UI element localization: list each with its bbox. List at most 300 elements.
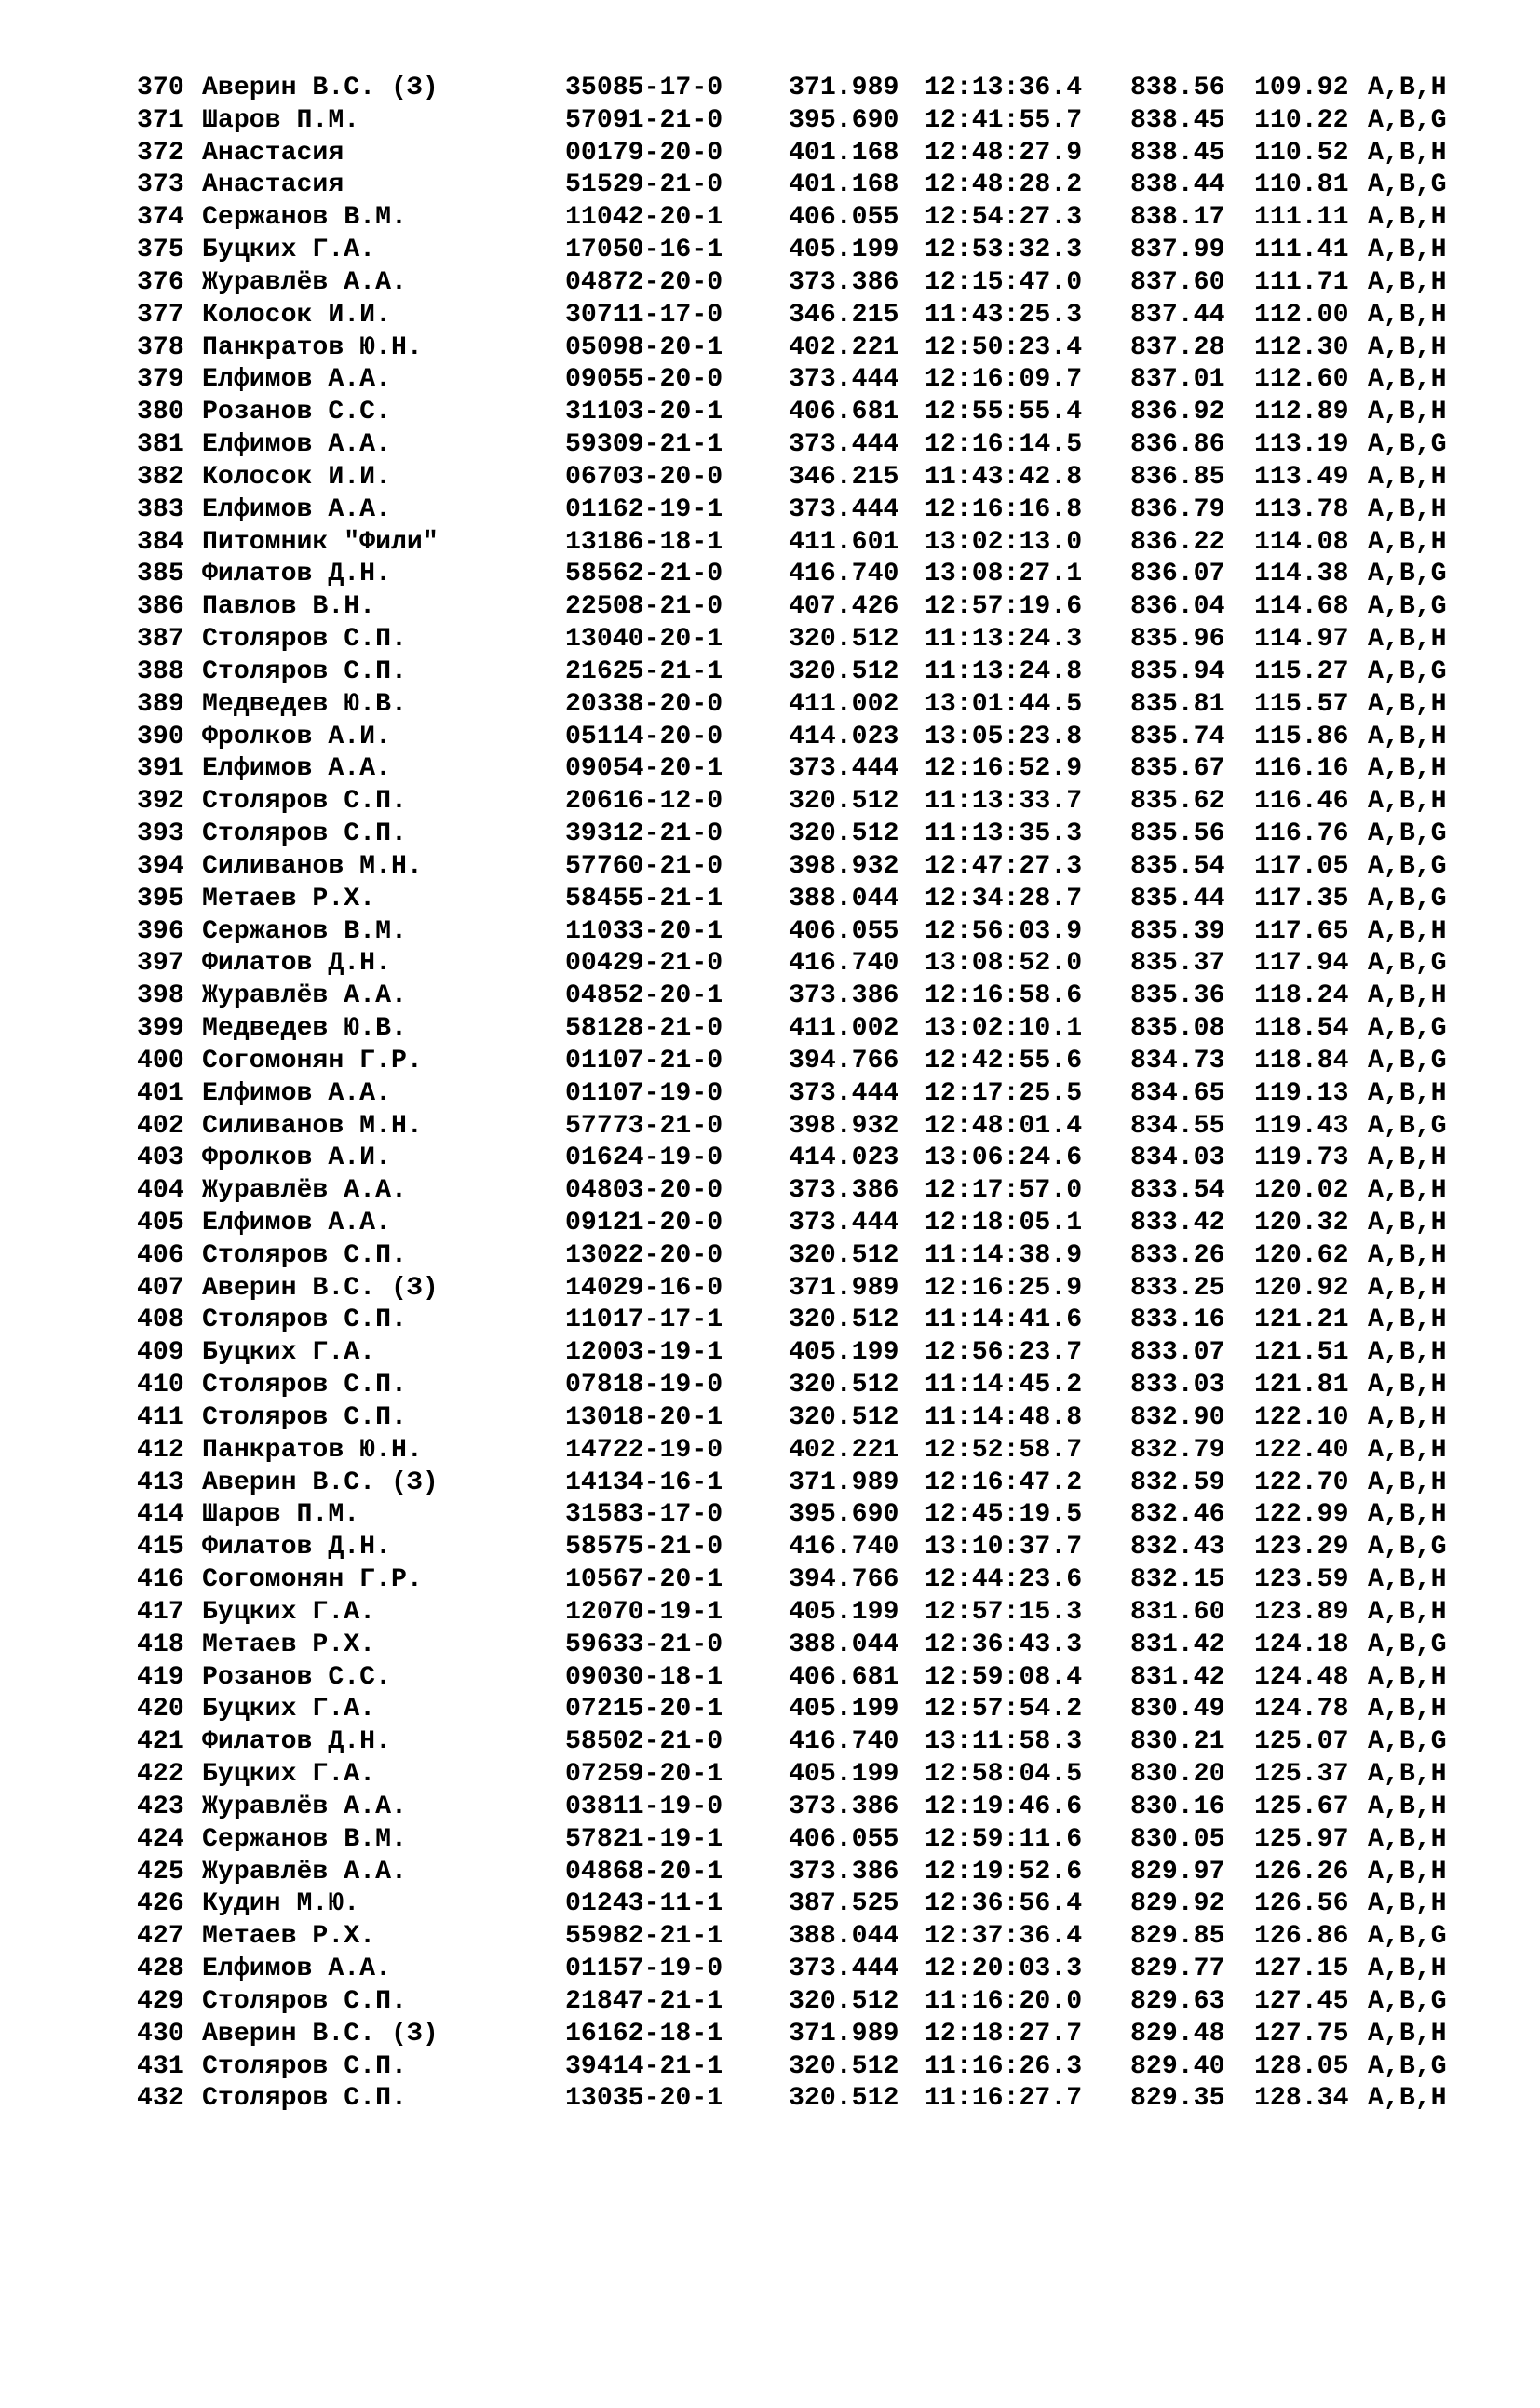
distance-cell: 398.932: [789, 1111, 899, 1141]
table-row: [137, 1630, 1478, 1662]
ring-number-cell: 12070-19-1: [565, 1597, 723, 1627]
distance-cell: 405.199: [789, 1695, 899, 1725]
speed-cell: 831.42: [1130, 1630, 1225, 1659]
table-row: [137, 818, 1478, 851]
coefficient-cell: 126.26: [1254, 1857, 1349, 1887]
fancier-name-cell: Столяров С.П.: [202, 1371, 407, 1400]
fancier-name-cell: Сержанов В.М.: [202, 1824, 407, 1854]
fancier-name-cell: Метаев Р.Х.: [202, 884, 376, 913]
table-row: [137, 1273, 1478, 1305]
fancier-name-cell: Розанов С.С.: [202, 398, 391, 427]
ring-number-cell: 21625-21-1: [565, 656, 723, 686]
arrival-time-cell: 12:13:36.4: [925, 74, 1083, 102]
distance-cell: 416.740: [789, 1533, 899, 1562]
coefficient-cell: 122.99: [1254, 1500, 1349, 1530]
speed-cell: 829.40: [1130, 2051, 1225, 2081]
speed-cell: 836.04: [1130, 592, 1225, 622]
coefficient-cell: 123.59: [1254, 1565, 1349, 1595]
category-cell: A,B,H: [1368, 1143, 1447, 1173]
coefficient-cell: 125.97: [1254, 1824, 1349, 1854]
coefficient-cell: 126.56: [1254, 1889, 1349, 1919]
arrival-time-cell: 12:41:55.7: [925, 105, 1083, 135]
fancier-name-cell: Метаев Р.Х.: [202, 1922, 376, 1952]
fancier-name-cell: Шаров П.М.: [202, 1500, 360, 1530]
speed-cell: 832.15: [1130, 1565, 1225, 1595]
ring-number-cell: 59309-21-1: [565, 430, 723, 460]
place-cell: 418: [137, 1630, 184, 1659]
table-row: [137, 753, 1478, 786]
category-cell: A,B,H: [1368, 203, 1447, 233]
arrival-time-cell: 11:43:42.8: [925, 462, 1083, 492]
ring-number-cell: 06703-20-0: [565, 462, 723, 492]
speed-cell: 829.97: [1130, 1857, 1225, 1887]
speed-cell: 837.99: [1130, 236, 1225, 265]
place-cell: 422: [137, 1760, 184, 1790]
category-cell: A,B,H: [1368, 398, 1447, 427]
coefficient-cell: 128.34: [1254, 2084, 1349, 2114]
category-cell: A,B,H: [1368, 1955, 1447, 1984]
place-cell: 415: [137, 1533, 184, 1562]
distance-cell: 411.002: [789, 1014, 899, 1044]
arrival-time-cell: 11:16:20.0: [925, 1986, 1083, 2016]
category-cell: A,B,H: [1368, 527, 1447, 557]
distance-cell: 416.740: [789, 1727, 899, 1757]
coefficient-cell: 116.16: [1254, 754, 1349, 784]
speed-cell: 830.05: [1130, 1824, 1225, 1854]
category-cell: A,B,G: [1368, 656, 1447, 686]
arrival-time-cell: 12:18:05.1: [925, 1208, 1083, 1238]
ring-number-cell: 09121-20-0: [565, 1208, 723, 1238]
table-row: [137, 851, 1478, 884]
coefficient-cell: 124.78: [1254, 1695, 1349, 1725]
ring-number-cell: 21847-21-1: [565, 1986, 723, 2016]
category-cell: A,B,H: [1368, 1208, 1447, 1238]
speed-cell: 833.42: [1130, 1208, 1225, 1238]
distance-cell: 320.512: [789, 2051, 899, 2081]
ring-number-cell: 04852-20-1: [565, 981, 723, 1011]
speed-cell: 834.65: [1130, 1078, 1225, 1108]
speed-cell: 833.25: [1130, 1273, 1225, 1303]
arrival-time-cell: 11:13:24.3: [925, 625, 1083, 655]
place-cell: 370: [137, 74, 184, 102]
ring-number-cell: 14134-16-1: [565, 1468, 723, 1497]
ring-number-cell: 01107-19-0: [565, 1078, 723, 1108]
speed-cell: 833.03: [1130, 1371, 1225, 1400]
speed-cell: 835.62: [1130, 787, 1225, 817]
distance-cell: 373.444: [789, 1078, 899, 1108]
place-cell: 404: [137, 1176, 184, 1206]
coefficient-cell: 114.38: [1254, 560, 1349, 589]
table-row: [137, 1305, 1478, 1337]
arrival-time-cell: 13:02:13.0: [925, 527, 1083, 557]
table-row: [137, 656, 1478, 689]
arrival-time-cell: 12:37:36.4: [925, 1922, 1083, 1952]
speed-cell: 838.45: [1130, 105, 1225, 135]
category-cell: A,B,H: [1368, 1402, 1447, 1432]
speed-cell: 834.03: [1130, 1143, 1225, 1173]
category-cell: A,B,H: [1368, 1338, 1447, 1368]
fancier-name-cell: Столяров С.П.: [202, 2051, 407, 2081]
place-cell: 431: [137, 2051, 184, 2081]
distance-cell: 373.386: [789, 267, 899, 297]
place-cell: 409: [137, 1338, 184, 1368]
coefficient-cell: 127.75: [1254, 2019, 1349, 2049]
category-cell: A,B,G: [1368, 1922, 1447, 1952]
table-row: [137, 1564, 1478, 1597]
coefficient-cell: 114.68: [1254, 592, 1349, 622]
ring-number-cell: 57091-21-0: [565, 105, 723, 135]
fancier-name-cell: Буцких Г.А.: [202, 236, 376, 265]
fancier-name-cell: Медведев Ю.В.: [202, 1014, 407, 1044]
distance-cell: 320.512: [789, 1371, 899, 1400]
category-cell: A,B,G: [1368, 105, 1447, 135]
place-cell: 419: [137, 1662, 184, 1692]
speed-cell: 836.85: [1130, 462, 1225, 492]
ring-number-cell: 01157-19-0: [565, 1955, 723, 1984]
place-cell: 432: [137, 2084, 184, 2114]
arrival-time-cell: 11:14:41.6: [925, 1305, 1083, 1335]
category-cell: A,B,H: [1368, 365, 1447, 395]
fancier-name-cell: Аверин В.С. (З): [202, 2019, 439, 2049]
coefficient-cell: 117.05: [1254, 851, 1349, 881]
distance-cell: 416.740: [789, 949, 899, 979]
place-cell: 401: [137, 1078, 184, 1108]
speed-cell: 837.60: [1130, 267, 1225, 297]
distance-cell: 398.932: [789, 851, 899, 881]
place-cell: 408: [137, 1305, 184, 1335]
category-cell: A,B,H: [1368, 689, 1447, 719]
table-row: [137, 332, 1478, 365]
ring-number-cell: 04803-20-0: [565, 1176, 723, 1206]
table-row: [137, 1597, 1478, 1630]
coefficient-cell: 125.67: [1254, 1792, 1349, 1821]
ring-number-cell: 05114-20-0: [565, 722, 723, 751]
table-row: [137, 1078, 1478, 1111]
distance-cell: 346.215: [789, 462, 899, 492]
distance-cell: 416.740: [789, 560, 899, 589]
speed-cell: 837.28: [1130, 332, 1225, 362]
ring-number-cell: 09054-20-1: [565, 754, 723, 784]
arrival-time-cell: 12:16:09.7: [925, 365, 1083, 395]
distance-cell: 405.199: [789, 1338, 899, 1368]
results-table: [137, 73, 1478, 2116]
distance-cell: 406.055: [789, 203, 899, 233]
ring-number-cell: 01107-21-0: [565, 1046, 723, 1075]
category-cell: A,B,H: [1368, 1565, 1447, 1595]
arrival-time-cell: 12:16:58.6: [925, 981, 1083, 1011]
coefficient-cell: 113.78: [1254, 494, 1349, 524]
speed-cell: 831.42: [1130, 1662, 1225, 1692]
speed-cell: 830.49: [1130, 1695, 1225, 1725]
fancier-name-cell: Буцких Г.А.: [202, 1695, 376, 1725]
ring-number-cell: 16162-18-1: [565, 2019, 723, 2049]
table-row: [137, 1532, 1478, 1564]
arrival-time-cell: 12:54:27.3: [925, 203, 1083, 233]
ring-number-cell: 01624-19-0: [565, 1143, 723, 1173]
category-cell: A,B,G: [1368, 2051, 1447, 2081]
coefficient-cell: 119.13: [1254, 1078, 1349, 1108]
arrival-time-cell: 12:16:14.5: [925, 430, 1083, 460]
ring-number-cell: 01162-19-1: [565, 494, 723, 524]
speed-cell: 838.56: [1130, 74, 1225, 102]
ring-number-cell: 13186-18-1: [565, 527, 723, 557]
arrival-time-cell: 12:50:23.4: [925, 332, 1083, 362]
category-cell: A,B,G: [1368, 560, 1447, 589]
table-row: [137, 397, 1478, 429]
place-cell: 389: [137, 689, 184, 719]
arrival-time-cell: 12:20:03.3: [925, 1955, 1083, 1984]
place-cell: 392: [137, 787, 184, 817]
category-cell: A,B,H: [1368, 2019, 1447, 2049]
speed-cell: 833.16: [1130, 1305, 1225, 1335]
speed-cell: 835.36: [1130, 981, 1225, 1011]
category-cell: A,B,H: [1368, 625, 1447, 655]
fancier-name-cell: Аверин В.С. (З): [202, 1468, 439, 1497]
arrival-time-cell: 11:14:45.2: [925, 1371, 1083, 1400]
fancier-name-cell: Столяров С.П.: [202, 1305, 407, 1335]
category-cell: A,B,H: [1368, 1662, 1447, 1692]
table-row: [137, 916, 1478, 949]
place-cell: 430: [137, 2019, 184, 2049]
fancier-name-cell: Шаров П.М.: [202, 105, 360, 135]
fancier-name-cell: Филатов Д.Н.: [202, 1533, 391, 1562]
distance-cell: 406.681: [789, 1662, 899, 1692]
arrival-time-cell: 11:16:27.7: [925, 2084, 1083, 2114]
ring-number-cell: 09030-18-1: [565, 1662, 723, 1692]
coefficient-cell: 122.40: [1254, 1435, 1349, 1465]
category-cell: A,B,H: [1368, 1305, 1447, 1335]
distance-cell: 373.386: [789, 981, 899, 1011]
place-cell: 376: [137, 267, 184, 297]
speed-cell: 832.43: [1130, 1533, 1225, 1562]
table-row: [137, 1694, 1478, 1726]
place-cell: 391: [137, 754, 184, 784]
coefficient-cell: 117.94: [1254, 949, 1349, 979]
speed-cell: 835.74: [1130, 722, 1225, 751]
place-cell: 382: [137, 462, 184, 492]
place-cell: 421: [137, 1727, 184, 1757]
place-cell: 377: [137, 300, 184, 330]
ring-number-cell: 14722-19-0: [565, 1435, 723, 1465]
place-cell: 372: [137, 138, 184, 168]
coefficient-cell: 110.81: [1254, 170, 1349, 200]
distance-cell: 320.512: [789, 819, 899, 849]
table-row: [137, 1792, 1478, 1824]
category-cell: A,B,G: [1368, 1727, 1447, 1757]
arrival-time-cell: 12:55:55.4: [925, 398, 1083, 427]
place-cell: 388: [137, 656, 184, 686]
arrival-time-cell: 12:19:52.6: [925, 1857, 1083, 1887]
ring-number-cell: 51529-21-0: [565, 170, 723, 200]
speed-cell: 833.07: [1130, 1338, 1225, 1368]
fancier-name-cell: Буцких Г.А.: [202, 1760, 376, 1790]
coefficient-cell: 125.37: [1254, 1760, 1349, 1790]
arrival-time-cell: 11:14:38.9: [925, 1240, 1083, 1270]
table-row: [137, 73, 1478, 105]
arrival-time-cell: 12:57:54.2: [925, 1695, 1083, 1725]
table-row: [137, 494, 1478, 527]
coefficient-cell: 112.30: [1254, 332, 1349, 362]
fancier-name-cell: Согомонян Г.Р.: [202, 1565, 423, 1595]
coefficient-cell: 116.76: [1254, 819, 1349, 849]
table-row: [137, 364, 1478, 397]
category-cell: A,B,G: [1368, 851, 1447, 881]
place-cell: 426: [137, 1889, 184, 1919]
speed-cell: 835.96: [1130, 625, 1225, 655]
place-cell: 416: [137, 1565, 184, 1595]
coefficient-cell: 127.45: [1254, 1986, 1349, 2016]
table-row: [137, 722, 1478, 754]
ring-number-cell: 00179-20-0: [565, 138, 723, 168]
fancier-name-cell: Силиванов М.Н.: [202, 1111, 423, 1141]
table-row: [137, 300, 1478, 332]
table-row: [137, 884, 1478, 916]
speed-cell: 830.20: [1130, 1760, 1225, 1790]
ring-number-cell: 57821-19-1: [565, 1824, 723, 1854]
category-cell: A,B,H: [1368, 1240, 1447, 1270]
arrival-time-cell: 11:13:33.7: [925, 787, 1083, 817]
fancier-name-cell: Аверин В.С. (З): [202, 74, 439, 102]
fancier-name-cell: Столяров С.П.: [202, 2084, 407, 2114]
distance-cell: 405.199: [789, 236, 899, 265]
ring-number-cell: 39312-21-0: [565, 819, 723, 849]
place-cell: 413: [137, 1468, 184, 1497]
place-cell: 383: [137, 494, 184, 524]
arrival-time-cell: 12:57:15.3: [925, 1597, 1083, 1627]
speed-cell: 836.07: [1130, 560, 1225, 589]
ring-number-cell: 07215-20-1: [565, 1695, 723, 1725]
place-cell: 379: [137, 365, 184, 395]
category-cell: A,B,G: [1368, 819, 1447, 849]
speed-cell: 836.86: [1130, 430, 1225, 460]
arrival-time-cell: 12:34:28.7: [925, 884, 1083, 913]
ring-number-cell: 58575-21-0: [565, 1533, 723, 1562]
ring-number-cell: 30711-17-0: [565, 300, 723, 330]
coefficient-cell: 128.05: [1254, 2051, 1349, 2081]
fancier-name-cell: Журавлёв А.А.: [202, 1857, 407, 1887]
arrival-time-cell: 11:14:48.8: [925, 1402, 1083, 1432]
place-cell: 374: [137, 203, 184, 233]
ring-number-cell: 03811-19-0: [565, 1792, 723, 1821]
speed-cell: 830.16: [1130, 1792, 1225, 1821]
coefficient-cell: 119.73: [1254, 1143, 1349, 1173]
coefficient-cell: 113.19: [1254, 430, 1349, 460]
coefficient-cell: 112.60: [1254, 365, 1349, 395]
speed-cell: 829.92: [1130, 1889, 1225, 1919]
table-row: [137, 689, 1478, 722]
table-row: [137, 1759, 1478, 1792]
table-row: [137, 1726, 1478, 1759]
place-cell: 396: [137, 916, 184, 946]
fancier-name-cell: Павлов В.Н.: [202, 592, 376, 622]
coefficient-cell: 123.89: [1254, 1597, 1349, 1627]
arrival-time-cell: 12:53:32.3: [925, 236, 1083, 265]
coefficient-cell: 127.15: [1254, 1955, 1349, 1984]
category-cell: A,B,H: [1368, 1468, 1447, 1497]
distance-cell: 371.989: [789, 1468, 899, 1497]
distance-cell: 407.426: [789, 592, 899, 622]
arrival-time-cell: 12:36:43.3: [925, 1630, 1083, 1659]
speed-cell: 833.54: [1130, 1176, 1225, 1206]
speed-cell: 835.44: [1130, 884, 1225, 913]
ring-number-cell: 07259-20-1: [565, 1760, 723, 1790]
category-cell: A,B,G: [1368, 592, 1447, 622]
coefficient-cell: 110.22: [1254, 105, 1349, 135]
speed-cell: 835.81: [1130, 689, 1225, 719]
ring-number-cell: 57760-21-0: [565, 851, 723, 881]
arrival-time-cell: 12:56:23.7: [925, 1338, 1083, 1368]
arrival-time-cell: 13:11:58.3: [925, 1727, 1083, 1757]
arrival-time-cell: 12:17:25.5: [925, 1078, 1083, 1108]
coefficient-cell: 124.48: [1254, 1662, 1349, 1692]
table-row: [137, 1468, 1478, 1500]
arrival-time-cell: 12:45:19.5: [925, 1500, 1083, 1530]
table-row: [137, 1175, 1478, 1208]
speed-cell: 834.55: [1130, 1111, 1225, 1141]
speed-cell: 832.90: [1130, 1402, 1225, 1432]
category-cell: A,B,H: [1368, 300, 1447, 330]
arrival-time-cell: 11:16:26.3: [925, 2051, 1083, 2081]
table-row: [137, 1143, 1478, 1175]
category-cell: A,B,G: [1368, 1986, 1447, 2016]
place-cell: 420: [137, 1695, 184, 1725]
distance-cell: 401.168: [789, 138, 899, 168]
distance-cell: 373.444: [789, 365, 899, 395]
arrival-time-cell: 13:08:27.1: [925, 560, 1083, 589]
distance-cell: 371.989: [789, 2019, 899, 2049]
place-cell: 387: [137, 625, 184, 655]
table-row: [137, 1986, 1478, 2019]
table-row: [137, 169, 1478, 202]
table-row: [137, 981, 1478, 1013]
ring-number-cell: 12003-19-1: [565, 1338, 723, 1368]
distance-cell: 373.386: [789, 1176, 899, 1206]
place-cell: 423: [137, 1792, 184, 1821]
place-cell: 414: [137, 1500, 184, 1530]
table-row: [137, 1046, 1478, 1078]
arrival-time-cell: 11:43:25.3: [925, 300, 1083, 330]
place-cell: 411: [137, 1402, 184, 1432]
ring-number-cell: 13035-20-1: [565, 2084, 723, 2114]
coefficient-cell: 117.35: [1254, 884, 1349, 913]
table-row: [137, 1888, 1478, 1921]
speed-cell: 832.59: [1130, 1468, 1225, 1497]
category-cell: A,B,H: [1368, 236, 1447, 265]
coefficient-cell: 109.92: [1254, 74, 1349, 102]
ring-number-cell: 57773-21-0: [565, 1111, 723, 1141]
category-cell: A,B,G: [1368, 1111, 1447, 1141]
coefficient-cell: 121.51: [1254, 1338, 1349, 1368]
table-row: [137, 2083, 1478, 2116]
ring-number-cell: 13018-20-1: [565, 1402, 723, 1432]
distance-cell: 320.512: [789, 1240, 899, 1270]
speed-cell: 829.63: [1130, 1986, 1225, 2016]
fancier-name-cell: Столяров С.П.: [202, 787, 407, 817]
place-cell: 397: [137, 949, 184, 979]
speed-cell: 835.94: [1130, 656, 1225, 686]
distance-cell: 320.512: [789, 625, 899, 655]
category-cell: A,B,G: [1368, 1014, 1447, 1044]
category-cell: A,B,H: [1368, 1078, 1447, 1108]
table-row: [137, 267, 1478, 300]
fancier-name-cell: Аверин В.С. (З): [202, 1273, 439, 1303]
arrival-time-cell: 11:13:35.3: [925, 819, 1083, 849]
fancier-name-cell: Журавлёв А.А.: [202, 981, 407, 1011]
coefficient-cell: 111.41: [1254, 236, 1349, 265]
fancier-name-cell: Журавлёв А.А.: [202, 267, 407, 297]
ring-number-cell: 11017-17-1: [565, 1305, 723, 1335]
fancier-name-cell: Елфимов А.А.: [202, 430, 391, 460]
